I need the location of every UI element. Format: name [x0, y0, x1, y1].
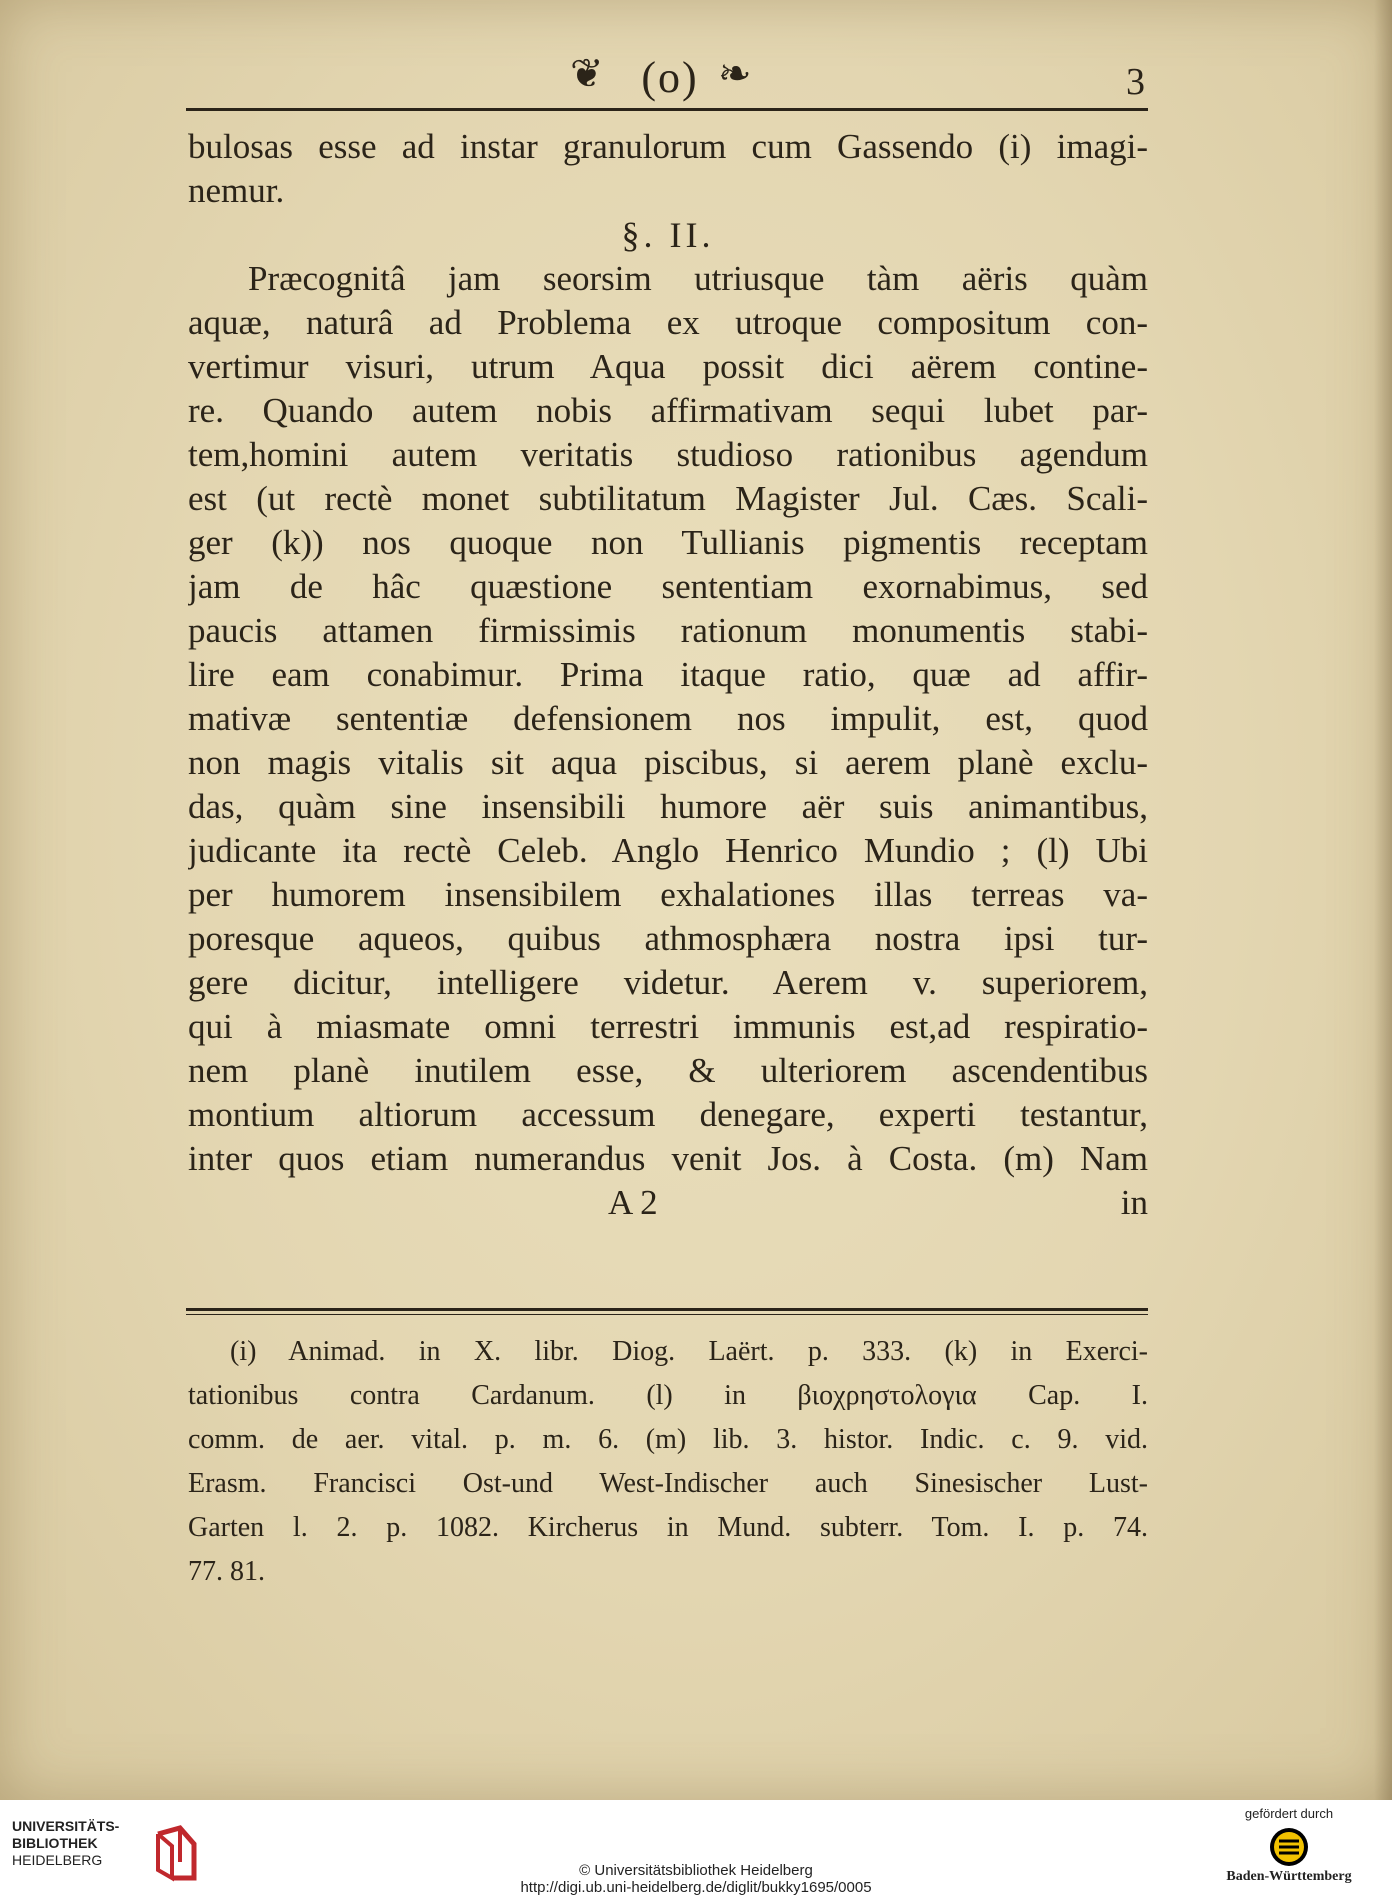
text-line: vertimur visuri, utrum Aqua possit dici aërem contine-: [188, 347, 1148, 386]
text-line: qui à miasmate omni terrestri immunis est,ad respiratio-: [188, 1007, 1148, 1046]
viewer-footer: [0, 1800, 1392, 1900]
section-heading: §. II.: [621, 215, 715, 255]
sponsor-name: Baden-Württemberg: [1226, 1869, 1352, 1884]
text-line: per humorem insensibilem exhalationes illas terreas va-: [188, 875, 1148, 914]
footnote-line: Garten l. 2. p. 1082. Kircherus in Mund. subterr. Tom. I. p. 74.: [188, 1512, 1148, 1543]
footnote-line: (i) Animad. in X. libr. Diog. Laërt. p. 333. (k) in Exerci-: [230, 1336, 1148, 1367]
text-line: jam de hâc quæstione sententiam exornabimus, sed: [188, 567, 1148, 606]
text-line: re. Quando autem nobis affirmativam sequi lubet par-: [188, 391, 1148, 430]
footnote-line: Erasm. Francisci Ost-und West-Indischer auch Sinesischer Lust-: [188, 1468, 1148, 1499]
text-line: bulosas esse ad instar granulorum cum Gassendo (i) imagi-: [188, 127, 1148, 166]
signature-mark: A 2: [608, 1183, 658, 1222]
text-line: Præcognitâ jam seorsim utriusque tàm aëris quàm: [248, 259, 1148, 298]
header-rule: [186, 108, 1148, 111]
text-line: non magis vitalis sit aqua piscibus, si aerem planè exclu-: [188, 743, 1148, 782]
permalink[interactable]: http://digi.ub.uni-heidelberg.de/diglit/bukky1695/0005: [520, 1879, 872, 1896]
page-edge-shadow: [1374, 0, 1392, 1800]
sponsor-block: [1204, 1806, 1374, 1885]
footnote-line: tationibus contra Cardanum. (l) in βιοχρηστολογια Cap. I.: [188, 1380, 1148, 1411]
text-line: judicante ita rectè Celeb. Anglo Henrico Mundio ; (l) Ubi: [188, 831, 1148, 870]
text-line: montium altiorum accessum denegare, experti testantur,: [188, 1095, 1148, 1134]
footnotes: [188, 1330, 1148, 1594]
sponsor-label: gefördert durch: [1244, 1806, 1334, 1821]
text-line: paucis attamen firmissimis rationum monumentis stabi-: [188, 611, 1148, 650]
ornament-left-icon: ❦: [570, 51, 604, 96]
catchword: in: [1120, 1183, 1148, 1222]
signature-line: [188, 1181, 1148, 1225]
header-ornament-center: (o): [641, 53, 699, 102]
text-line: inter quos etiam numerandus venit Jos. à Costa. (m) Nam: [188, 1139, 1148, 1178]
text-line: nemur.: [188, 171, 285, 210]
text-line: lire eam conabimur. Prima itaque ratio, quæ ad affir-: [188, 655, 1148, 694]
library-name-line: HEIDELBERG: [12, 1852, 103, 1868]
copyright-block: [0, 1862, 1392, 1896]
text-line: ger (k)) nos quoque non Tullianis pigmentis receptam: [188, 523, 1148, 562]
library-name-line: BIBLIOTHEK: [12, 1835, 98, 1851]
text-line: poresque aqueos, quibus athmosphæra nostra ipsi tur-: [188, 919, 1148, 958]
copyright-text: © Universitätsbibliothek Heidelberg: [579, 1862, 813, 1879]
footnote-line: 77. 81.: [188, 1556, 265, 1587]
text-line: das, quàm sine insensibili humore aër suis animantibus,: [188, 787, 1148, 826]
ornament-right-icon: ❧: [718, 51, 752, 96]
text-line: est (ut rectè monet subtilitatum Magister Jul. Cæs. Scali-: [188, 479, 1148, 518]
state-emblem-icon: [1269, 1827, 1309, 1867]
running-header: [190, 48, 1145, 108]
main-text: [188, 125, 1148, 1225]
text-line: tem,homini autem veritatis studioso rationibus agendum: [188, 435, 1148, 474]
page-number: 3: [1126, 61, 1145, 103]
text-line: gere dicitur, intelligere videtur. Aerem v. superiorem,: [188, 963, 1148, 1002]
footnote-rule: [186, 1308, 1148, 1311]
text-line: aquæ, naturâ ad Problema ex utroque compositum con-: [188, 303, 1148, 342]
text-line: mativæ sententiæ defensionem nos impulit, est, quod: [188, 699, 1148, 738]
text-line: nem planè inutilem esse, & ulteriorem ascendentibus: [188, 1051, 1148, 1090]
footnote-line: comm. de aer. vital. p. m. 6. (m) lib. 3. histor. Indic. c. 9. vid.: [188, 1424, 1148, 1455]
library-name-line: UNIVERSITÄTS-: [12, 1818, 120, 1834]
